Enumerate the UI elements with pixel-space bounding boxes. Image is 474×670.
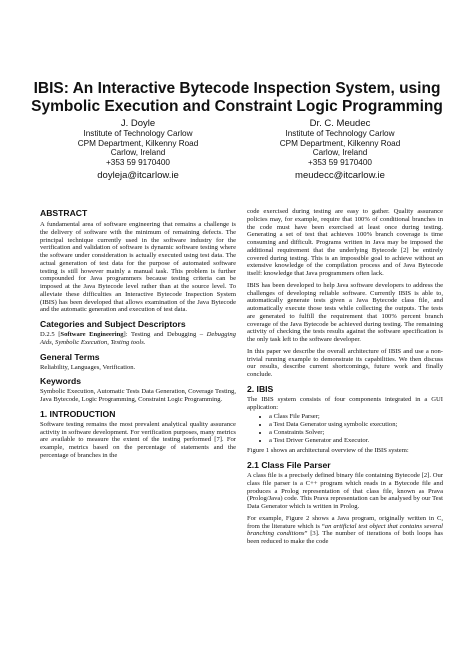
- author-email[interactable]: meudecc@itcarlow.ie: [295, 170, 385, 182]
- list-item: • a Constraints Solver;: [269, 429, 443, 437]
- ibis-after-text: Figure 1 shows an architectural overview of the IBIS system:: [247, 447, 409, 455]
- left-column: [40, 208, 236, 464]
- author-department: CPM Department, Kilkenny Road: [279, 138, 401, 148]
- author-location: Carlow, Ireland: [312, 148, 368, 158]
- list-item: • a Class File Parser;: [269, 413, 443, 421]
- class-file-parser-text: A class file is a precisely defined binary file containing Bytecode [2]. Our class file parser is a C++ program which reads in a Bytecode file and produces a Prolog representation of that class file, known as Prava (Prolog/Java) code. This Prava representation can be analysed by our Test Data Generator which is written in Prolog.: [247, 472, 443, 510]
- keywords-heading: Keywords: [40, 376, 82, 387]
- categories-italic: Debugging Aids, Symbolic Execution, Testing tools.: [40, 331, 236, 346]
- example-text: [247, 515, 443, 546]
- class-file-parser-heading: 2.1 Class File Parser: [247, 460, 331, 470]
- keywords-text: Symbolic Execution, Automatic Tests Data Generation, Coverage Testing, Java Bytecode, Logic Programming, Constraint Logic Programming.: [40, 388, 236, 403]
- author-name: J. Doyle: [120, 118, 156, 129]
- margin-strip: [10, 200, 20, 640]
- right-paragraph-1: code exercised during testing are easy to gather. Quality assurance policies may, for example, require that 100% of conditional branches in the code must have been exercised at least once during testing. Generating a set of test that achieves 100% branch coverage is time consuming and difficult. Programs written in Java may be imposed the additional requirement that the underlying Bytecode [2] be entirely covered during testing. This is an impossible goal to achieve without an extensive knowledge of the compilation process and of Java Bytecode itself: knowledge that Java programmers often lack.: [247, 208, 443, 277]
- categories-heading: Categories and Subject Descriptors: [40, 319, 186, 329]
- author-location: Carlow, Ireland: [110, 148, 166, 158]
- author-email[interactable]: doyleja@itcarlow.ie: [97, 170, 179, 182]
- list-item: • a Test Driver Generator and Executor.: [269, 437, 443, 445]
- right-paragraph-2: IBIS has been developed to help Java software developers to address the challenges of developing reliable software. Currently IBIS is able to, automatically generate tests given a Java Bytecode class file, and automatically execute those tests while collecting the outputs. The tests are generated to fulfill the requirement that 100% percent branch coverage of the Java Bytecode be achieved during testing. The remaining activity of checking the tests results against the software specification is the only task left to the software developer.: [247, 281, 443, 343]
- right-column: [247, 208, 443, 550]
- paper-title-line1: IBIS: An Interactive Bytecode Inspection System, using: [33, 80, 441, 97]
- author-department: CPM Department, Kilkenny Road: [77, 138, 199, 148]
- categories-text: D.2.5 [Software Engineering]: Testing and Debugging – Debugging Aids, Symbolic Execution, Testing tools.: [40, 331, 236, 346]
- paper-title-line2: Symbolic Execution and Constraint Logic Programming: [31, 98, 443, 115]
- author-affiliation: Institute of Technology Carlow: [83, 129, 193, 138]
- introduction-heading: 1. INTRODUCTION: [40, 408, 116, 419]
- categories-rest: : Testing and Debugging –: [125, 331, 207, 338]
- ibis-component-list: [247, 413, 443, 444]
- abstract-heading: ABSTRACT: [40, 208, 88, 218]
- example-pre: For example, Figure 2 shows a Java program, originally written in C, from the literature which is “: [247, 514, 443, 530]
- introduction-text: Software testing remains the most prevalent analytical quality assurance activity in software development. For verification purposes, many metrics are available to measure the extent of the testing performed [7]. For example, metrics based on the percentage of statements and the percentage of branches in the: [40, 420, 236, 459]
- abstract-text: A fundamental area of software engineering that remains a challenge is the delivery of software with the minimum of remaining defects. The principal technique currently used in the software industry for the verification and validation of software is dynamic software testing where the software under consideration is actually executed using test data. The actual generation of test data for the purpose of automated software testing is still however mainly a manual task. This problem is further compounded for Java programmers because testing criteria can be imposed at the Java Bytecode level rather than at the source level. To alleviate these difficulties an Interactive Bytecode Inspection System (IBIS) has been developed that allows examination of the Java Bytecode and the automatic generation and execution of test data.: [40, 221, 236, 314]
- author-block-1: [38, 118, 238, 181]
- categories-bold: Software Engineering: [60, 331, 124, 338]
- general-terms-heading: General Terms: [40, 351, 100, 362]
- author-phone: +353 59 9170400: [308, 157, 372, 167]
- author-name: Dr. C. Meudec: [309, 118, 371, 129]
- example-post: ” [3]. The number of iterations of both loops has been reduced to make the code: [247, 530, 443, 545]
- author-affiliation: Institute of Technology Carlow: [285, 129, 395, 138]
- author-block-2: [240, 118, 440, 181]
- categories-code: D.2.5: [40, 331, 55, 338]
- ibis-text: The IBIS system consists of four components integrated in a GUI application:: [247, 395, 443, 411]
- ibis-heading: 2. IBIS: [247, 383, 274, 394]
- list-item: • a Test Data Generator using symbolic execution;: [269, 421, 443, 429]
- example-quote: an artificial test object that contains several branching conditions: [247, 522, 443, 538]
- general-terms-text: Reliability, Languages, Verification.: [40, 363, 136, 371]
- right-paragraph-3: In this paper we describe the overall architecture of IBIS and use a non-trivial running example to demonstrate its capabilities. We then discuss our results, describe current shortcomings, future work and finally conclude.: [247, 347, 443, 378]
- author-phone: +353 59 9170400: [106, 157, 170, 167]
